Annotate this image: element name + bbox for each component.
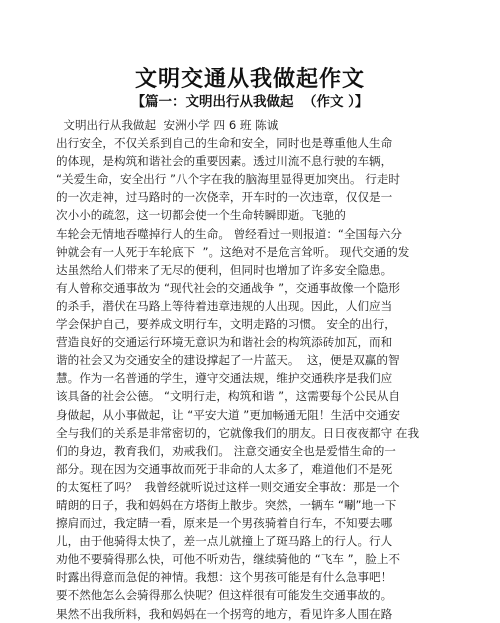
document-body	[56, 116, 496, 623]
text-line: 果然不出我所料，我和妈妈在一个拐弯的地方，看见许多人围在路	[56, 606, 393, 621]
text-line: 晴朗的日子，我和妈妈在方塔街上散步。突然，一辆车 “唰”地一下	[56, 497, 397, 512]
text-line: 该具备的社会公德。 “文明行走，构筑和谐 ”，这需要每个公民从自	[56, 389, 401, 404]
text-line: 达虽然给人们带来了无尽的便利，但同时也增加了许多安全隐患。	[56, 262, 393, 277]
text-line: 的太冤枉了吗？ 我曾经就听说过这样一则交通安全事故：那是一个	[56, 479, 400, 494]
text-line: 的杀手，潜伏在马路上等待着违章违规的人出现。因此，人们应当	[56, 298, 393, 313]
text-line: 时露出得意而急促的神情。我想：这个男孩可能是有什么急事吧！	[56, 570, 393, 585]
text-line: 谐的社会又为交通安全的建设撑起了一片蓝天。 这，便是双赢的智	[56, 353, 400, 368]
text-line: 全与我们的关系是非常密切的，它就像我们的朋友。日日夜夜都守 在我	[56, 425, 420, 440]
text-line: 文明出行从我做起 安洲小学 四 6 班 陈诚	[56, 118, 279, 132]
text-line: 身做起，从小事做起，让 “平安大道 ”更加畅通无阻！生活中交通安	[56, 407, 401, 422]
text-line: 学会保护自己，要养成文明行车，文明走路的习惯。 安全的出行，	[56, 317, 396, 332]
text-line: 慧。作为一名普通的学生，遵守交通法规，维护交通秩序是我们应	[56, 371, 393, 386]
text-line: 的一次走神，过马路时的一次侥幸，开车时的一次违章，仅仅是一	[56, 190, 393, 205]
text-line: 部分。现在因为交通事故而死于非命的人太多了，难道他们不是死	[56, 461, 393, 476]
document-subtitle: 【篇一：文明出行从我做起 （作文 ）】	[131, 94, 369, 110]
text-line: 车轮会无情地吞噬掉行人的生命。 曾经看过一则报道：“全国每六分	[56, 226, 402, 241]
text-line: “关爱生命，安全出行 ”八个字在我的脑海里显得更加突出。 行走时	[56, 172, 401, 187]
text-line: 擦肩而过，我定睛一看，原来是一个男孩骑着自行车，不知要去哪	[56, 516, 393, 531]
text-line: 劝他不要骑得那么快，可他不听劝告，继续骑他的 “飞车 ”，脸上不	[56, 552, 401, 567]
text-line: 们的身边，教育我们，劝戒我们。 注意交通安全也是爱惜生命的一	[56, 443, 396, 458]
text-line: 儿，由于他骑得太快了，差一点儿就撞上了斑马路上的行人。行人	[56, 534, 393, 549]
text-line: 次小小的疏忽，这一切都会使一个生命转瞬即逝。飞驰的	[56, 208, 346, 223]
text-line: 有人曾称交通事故为 “现代社会的交通战争 ”，交通事故像一个隐形	[56, 280, 401, 295]
text-line: 钟就会有一人死于车轮底下 ”。这绝对不是危言耸听。 现代交通的发	[56, 244, 410, 259]
text-line: 营造良好的交通运行环境无意识为和谐社会的构筑添砖加瓦，而和	[56, 335, 393, 350]
text-line: 的体现，是构筑和谐社会的重要因素。透过川流不息行驶的车辆，	[56, 154, 393, 169]
text-line: 出行安全，不仅关系到自己的生命和安全，同时也是尊重他人生命	[56, 136, 393, 151]
text-line: 要不然他怎么会骑得那么快呢？但这样很有可能发生交通事故的。	[56, 588, 393, 603]
document-title: 文明交通从我做起作文	[134, 67, 365, 92]
